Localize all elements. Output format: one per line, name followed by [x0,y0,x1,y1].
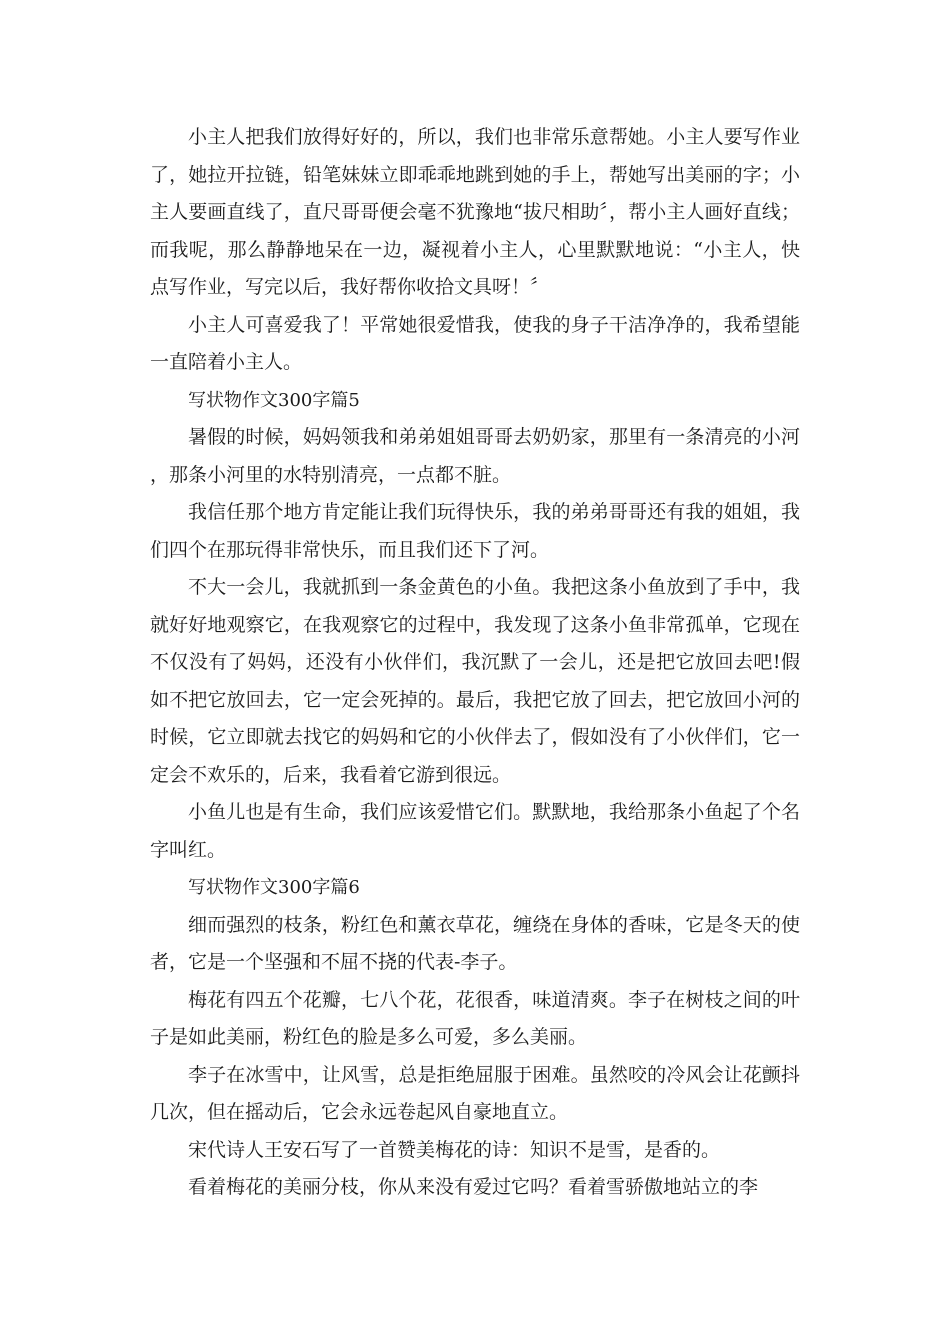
paragraph: 宋代诗人王安石写了一首赞美梅花的诗：知识不是雪，是香的。 [188,1138,721,1161]
section-heading: 写状物作文300字篇6 [188,877,360,898]
paragraph: 不大一会儿，我就抓到一条金黄色的小鱼。我把这条小鱼放到了手中，我就好好地观察它，在我观察它的过程中，我发现了这条小鱼非常孤单，它现在不仅没有了妈妈，还没有小伙伴们，我沉默了一会儿，还是把它放回去吧!假如不把它放回去，它一定会死掉的。最后，我把它放了回去，把它放回小河的时候，它立即就去找它的妈妈和它的小伙伴去了，假如没有了小伙伴们，它一定会不欢乐的，后来，我看着它游到很远。 [150,576,800,786]
section-heading: 写状物作文300字篇5 [188,389,360,411]
paragraph: 暑假的时候，妈妈领我和弟弟姐姐哥哥去奶奶家，那里有一条清亮的小河，那条小河里的水特别清亮，一点都不脏。 [150,426,800,486]
document-page [150,119,800,1207]
paragraph: 看着梅花的美丽分枝，你从来没有爱过它吗？看着雪骄傲地站立的李 [188,1176,759,1198]
paragraph: 梅花有四五个花瓣，七八个花，花很香，味道清爽。李子在树枝之间的叶子是如此美丽，粉红色的脸是多么可爱，多么美丽。 [150,988,800,1048]
paragraph: 小鱼儿也是有生命，我们应该爱惜它们。默默地，我给那条小鱼起了个名字叫红。 [150,801,800,861]
paragraph: 小主人可喜爱我了！平常她很爱惜我，使我的身子干洁净净的，我希望能一直陪着小主人。 [150,313,800,373]
paragraph: 我信任那个地方肯定能让我们玩得快乐，我的弟弟哥哥还有我的姐姐，我们四个在那玩得非常快乐，而且我们还下了河。 [150,501,800,561]
paragraph: 李子在冰雪中，让风雪，总是拒绝屈服于困难。虽然咬的冷风会让花颤抖几次，但在摇动后，它会永远卷起风自豪地直立。 [150,1063,800,1123]
paragraph: 细而强烈的枝条，粉红色和薰衣草花，缠绕在身体的香味，它是冬天的使者，它是一个坚强和不屈不挠的代表-李子。 [150,913,800,973]
paragraph: 小主人把我们放得好好的，所以，我们也非常乐意帮她。小主人要写作业了，她拉开拉链，铅笔妹妹立即乖乖地跳到她的手上，帮她写出美丽的字；小主人要画直线了，直尺哥哥便会毫不犹豫地“拔尺相助〞，帮小主人画好直线；而我呢，那么静静地呆在一边，凝视着小主人，心里默默地说：“小主人，快点写作业，写完以后，我好帮你收拾文具呀！〞 [150,126,800,298]
